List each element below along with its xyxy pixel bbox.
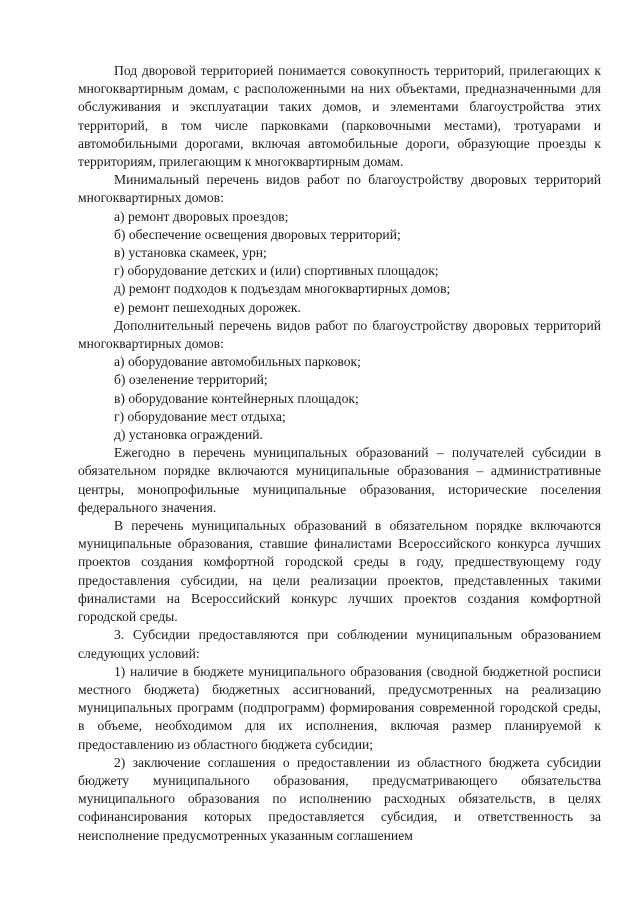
list-item: г) оборудование детских и (или) спортивных площадок; — [114, 263, 439, 279]
list-item: е) ремонт пешеходных дорожек. — [114, 299, 301, 315]
paragraph-section-3-conditions: 3. Субсидии предоставляются при соблюдении муниципальным образованием следующих условий: — [78, 627, 601, 661]
paragraph-annual-recipients: Ежегодно в перечень муниципальных образований – получателей субсидии в обязательном порядке включаются муниципальные образования – административные центры, монопрофильные муниципальные образования, исторические поселения федерального значения. — [78, 445, 601, 515]
paragraph-condition-2: 2) заключение соглашения о предоставлении из областного бюджета субсидии бюджету муниципального образования, предусматривающего обязательства муниципального образования по исполнению расходных обязательств, в целях софинансирования которых предоставляется субсидия, и ответственность за неисполнение предусмотренных указанным соглашением — [78, 754, 601, 843]
paragraph-minimal-list-heading: Минимальный перечень видов работ по благоустройству дворовых территорий многоквартирных домов: — [78, 172, 601, 206]
document-page — [78, 62, 601, 845]
list-item: в) установка скамеек, урн; — [114, 245, 267, 261]
list-item: д) установка ограждений. — [114, 427, 263, 443]
list-item: б) обеспечение освещения дворовых территорий; — [114, 226, 401, 242]
paragraph-additional-list-heading: Дополнительный перечень видов работ по благоустройству дворовых территорий многоквартирных домов: — [78, 317, 601, 352]
list-item: б) озеленение территорий; — [114, 372, 268, 388]
list-item: а) ремонт дворовых проездов; — [114, 208, 289, 224]
list-item: в) оборудование контейнерных площадок; — [114, 390, 359, 406]
list-item: а) оборудование автомобильных парковок; — [114, 354, 361, 370]
paragraph-courtyard-definition: Под дворовой территорией понимается совокупность территорий, прилегающих к многоквартирным домам, с расположенными на них объектами, предназначенными для обслуживания и эксплуатации таких домов, и элементами благоустройства этих территорий, в том числе парковками (парковочными местами), тротуарами и автомобильными дорогами, включая автомобильные дороги, образующие проезды к территориям, прилегающим к многоквартирным домам. — [78, 63, 601, 170]
list-item: д) ремонт подходов к подъездам многоквартирных домов; — [114, 281, 451, 297]
list-item: г) оборудование мест отдыха; — [114, 408, 286, 424]
paragraph-contest-finalists: В перечень муниципальных образований в обязательном порядке включаются муниципальные образования, ставшие финалистами Всероссийского конкурса лучших проектов создания комфортной городской среды в году, предшествующему году предоставления субсидии, на цели реализации проектов, представленных такими финалистами на Всероссийский конкурс лучших проектов создания комфортной городской среды. — [78, 518, 601, 625]
paragraph-condition-1: 1) наличие в бюджете муниципального образования (сводной бюджетной росписи местного бюджета) бюджетных ассигнований, предусмотренных на реализацию муниципальных программ (подпрограмм) формирования современной городской среды, в объеме, необходимом для их исполнения, включая размер планируемой к предоставлению из областного бюджета субсидии; — [78, 663, 601, 752]
